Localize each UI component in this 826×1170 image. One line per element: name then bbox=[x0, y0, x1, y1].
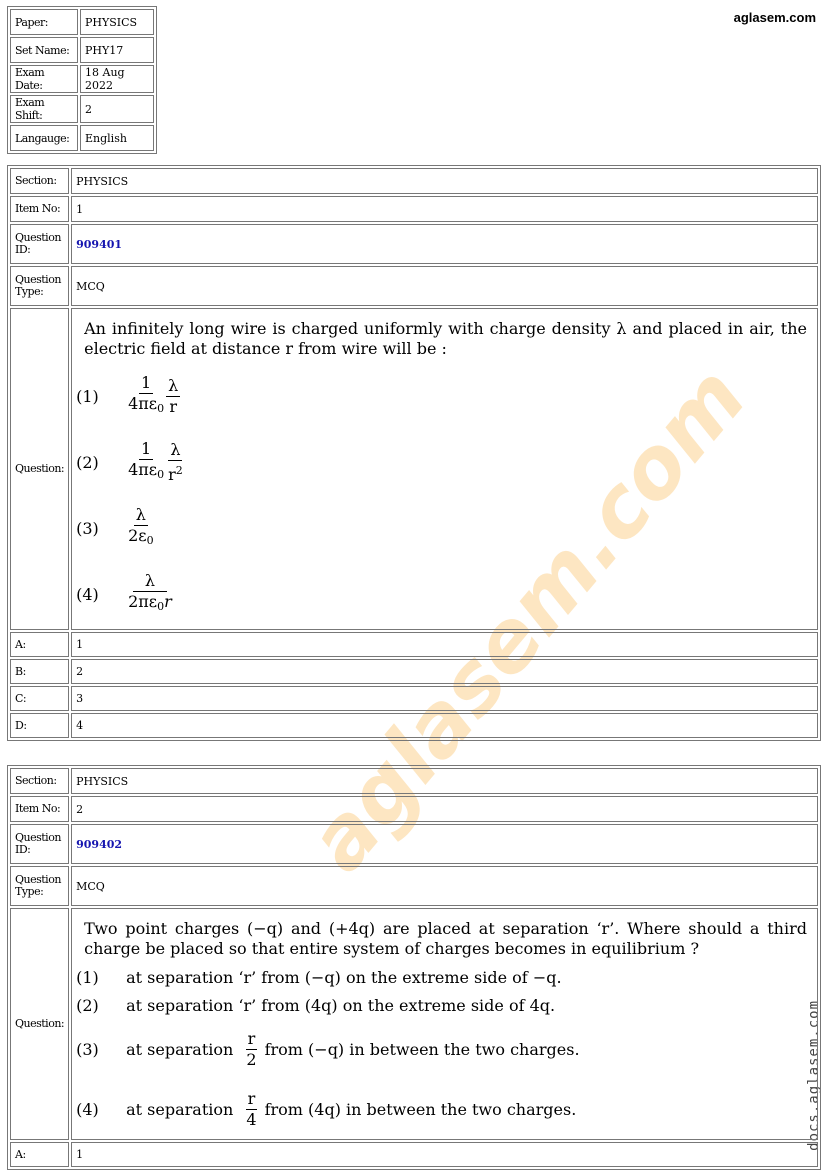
meta-label: Exam Date: bbox=[10, 65, 78, 93]
meta-row-set-name bbox=[10, 37, 154, 63]
meta-value: PHYSICS bbox=[80, 9, 154, 35]
option-4 bbox=[76, 1079, 813, 1139]
meta-value: 2 bbox=[80, 95, 154, 123]
option-text-post: from (4q) in between the two charges. bbox=[264, 1099, 577, 1119]
question-id-row bbox=[10, 824, 818, 864]
meta-value: 18 Aug 2022 bbox=[80, 65, 154, 93]
answer-row-a bbox=[10, 632, 818, 657]
fraction-lambda-2pie0r: $\frac{\lambda}{2\pi\varepsilon_0r}$ bbox=[128, 571, 172, 613]
brand-text: aglasem.com bbox=[733, 10, 816, 25]
fraction-lambda-r: $\frac{\lambda}{r}$ bbox=[168, 375, 179, 416]
question-id-value: 909402 bbox=[71, 824, 818, 864]
answer-row-b bbox=[10, 659, 818, 684]
question-type-row bbox=[10, 266, 818, 306]
answer-label: C: bbox=[10, 686, 69, 711]
answer-value: 4 bbox=[71, 713, 818, 738]
option-number: (3) bbox=[76, 518, 99, 538]
meta-value: PHY17 bbox=[80, 37, 154, 63]
meta-label: Langauge: bbox=[10, 125, 78, 151]
meta-row-paper bbox=[10, 9, 154, 35]
option-text-pre: at separation bbox=[126, 1039, 234, 1059]
item-no-row bbox=[10, 796, 818, 822]
question-stem: Two point charges (−q) and (+4q) are placed at separation ‘r’. Where should a third charge be placed so that entire system of charges becomes in equilibrium ? bbox=[84, 919, 807, 958]
option-number: (2) bbox=[76, 995, 99, 1015]
question-block-1 bbox=[7, 165, 821, 741]
question-body bbox=[71, 308, 818, 630]
meta-row-language bbox=[10, 125, 154, 151]
item-no-row bbox=[10, 196, 818, 222]
section-value: PHYSICS bbox=[71, 168, 818, 194]
question-body bbox=[71, 908, 818, 1140]
option-number: (3) bbox=[76, 1039, 99, 1059]
item-no-label: Item No: bbox=[10, 796, 69, 822]
question-label: Question: bbox=[10, 908, 69, 1140]
option-1 bbox=[76, 363, 813, 429]
question-row bbox=[10, 308, 818, 630]
answer-row-a bbox=[10, 1142, 818, 1167]
option-number: (1) bbox=[76, 967, 99, 987]
option-text-pre: at separation bbox=[126, 1099, 234, 1119]
fraction-constant: $\frac{1}{4\pi\varepsilon_0}$ bbox=[128, 373, 165, 415]
meta-label: Paper: bbox=[10, 9, 78, 35]
answer-value: 1 bbox=[71, 632, 818, 657]
answer-value: 1 bbox=[71, 1142, 818, 1167]
fraction-r-over-2: $\frac{r}{2}$ bbox=[246, 1028, 257, 1069]
fraction-lambda-2e0: $\frac{\lambda}{2\varepsilon_0}$ bbox=[128, 505, 154, 547]
meta-row-exam-shift bbox=[10, 95, 154, 123]
fraction-r-over-4: $\frac{r}{4}$ bbox=[246, 1088, 257, 1129]
meta-label: Exam Shift: bbox=[10, 95, 78, 123]
option-number: (1) bbox=[76, 386, 99, 406]
option-3 bbox=[76, 495, 813, 561]
answer-value: 3 bbox=[71, 686, 818, 711]
question-row bbox=[10, 908, 818, 1140]
meta-row-exam-date bbox=[10, 65, 154, 93]
fraction-lambda-r2: $\frac{\lambda}{r^2}$ bbox=[168, 439, 183, 484]
question-id-label: Question ID: bbox=[10, 224, 69, 264]
option-text-post: from (−q) in between the two charges. bbox=[264, 1039, 580, 1059]
exam-meta-table bbox=[7, 6, 157, 154]
option-4 bbox=[76, 561, 813, 627]
answer-row-d bbox=[10, 713, 818, 738]
option-text: at separation ‘r’ from (4q) on the extreme side of 4q. bbox=[126, 995, 556, 1015]
section-row bbox=[10, 768, 818, 794]
meta-label: Set Name: bbox=[10, 37, 78, 63]
question-type-row bbox=[10, 866, 818, 906]
option-number: (2) bbox=[76, 452, 99, 472]
side-url-text: docs.aglasem.com bbox=[806, 1000, 822, 1151]
section-row bbox=[10, 168, 818, 194]
item-no-value: 2 bbox=[71, 796, 818, 822]
question-type-label: Question Type: bbox=[10, 866, 69, 906]
question-type-label: Question Type: bbox=[10, 266, 69, 306]
option-2 bbox=[76, 991, 813, 1019]
question-type-value: MCQ bbox=[71, 266, 818, 306]
question-id-label: Question ID: bbox=[10, 824, 69, 864]
option-2 bbox=[76, 429, 813, 495]
option-number: (4) bbox=[76, 584, 99, 604]
answer-label: D: bbox=[10, 713, 69, 738]
option-text: at separation ‘r’ from (−q) on the extreme side of −q. bbox=[126, 967, 562, 987]
option-number: (4) bbox=[76, 1099, 99, 1119]
watermark: aglasem.com bbox=[288, 348, 765, 890]
answer-label: B: bbox=[10, 659, 69, 684]
question-stem: An infinitely long wire is charged uniformly with charge density λ and placed in air, the electric field at distance r from wire will be : bbox=[84, 319, 808, 358]
section-label: Section: bbox=[10, 168, 69, 194]
option-1 bbox=[76, 963, 813, 991]
fraction-constant: $\frac{1}{4\pi\varepsilon_0}$ bbox=[128, 439, 165, 481]
question-block-2 bbox=[7, 765, 821, 1170]
option-3 bbox=[76, 1019, 813, 1079]
answer-label: A: bbox=[10, 632, 69, 657]
question-id-row bbox=[10, 224, 818, 264]
item-no-label: Item No: bbox=[10, 196, 69, 222]
item-no-value: 1 bbox=[71, 196, 818, 222]
meta-value: English bbox=[80, 125, 154, 151]
section-label: Section: bbox=[10, 768, 69, 794]
section-value: PHYSICS bbox=[71, 768, 818, 794]
question-type-value: MCQ bbox=[71, 866, 818, 906]
question-label: Question: bbox=[10, 308, 69, 630]
answer-row-c bbox=[10, 686, 818, 711]
question-id-value: 909401 bbox=[71, 224, 818, 264]
answer-label: A: bbox=[10, 1142, 69, 1167]
answer-value: 2 bbox=[71, 659, 818, 684]
